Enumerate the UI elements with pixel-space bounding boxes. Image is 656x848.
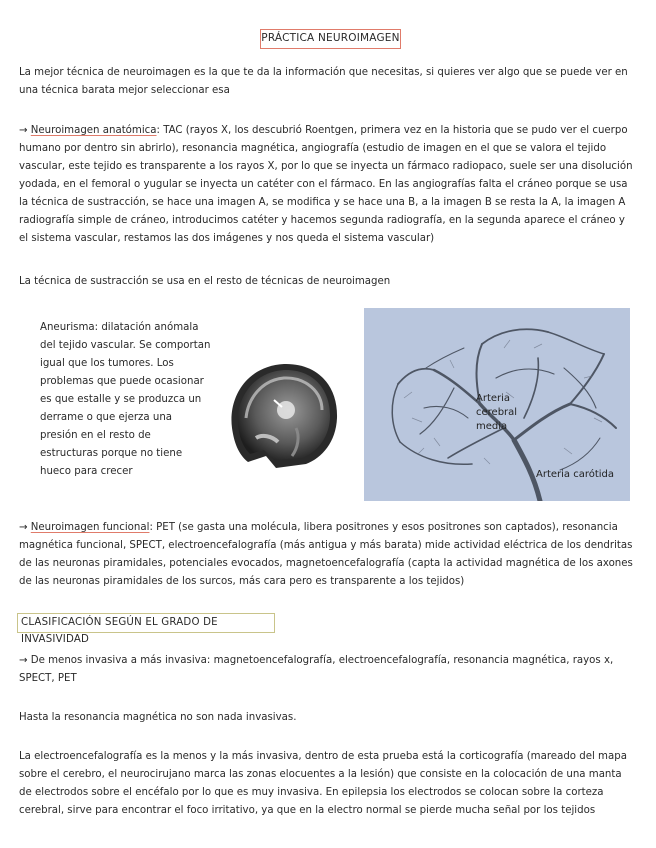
label-arteria-carotida: Arteria carótida xyxy=(536,469,615,480)
hasta-paragraph: Hasta la resonancia magnética no son nada invasivas. xyxy=(19,712,297,723)
electro-paragraph: La electroencefalografía es la menos y la más invasiva, dentro de esta prueba está la corticografía (mareado del mapa sobre el cerebro, el neurocirujano marca las zonas elocuentes a la lesión) que consiste en la colocación de una manta de electrodos sobre el encéfalo por lo que es muy invasiva. En epilepsia los electrodos se colocan sobre la corteza cerebral, sirve para encontrar el foco irritativo, ya que en la electro normal se pierde mucha señal por los tejidos xyxy=(19,751,627,816)
funcional-heading: Neuroimagen funcional xyxy=(30,522,150,533)
label-arteria-cerebral-media: Arteria cerebral media xyxy=(476,393,518,432)
intro-paragraph: La mejor técnica de neuroimagen es la que te da la información que necesitas, si quieres ver algo que se puede ver en una técnica barata mejor seleccionar esa xyxy=(19,67,628,96)
anatomica-heading: Neuroimagen anatómica xyxy=(30,125,157,136)
funcional-paragraph xyxy=(19,519,637,591)
page-title: PRÁCTICA NEUROIMAGEN xyxy=(260,29,401,49)
sustraccion-paragraph: La técnica de sustracción se usa en el resto de técnicas de neuroimagen xyxy=(19,276,391,287)
anatomica-text: : TAC (rayos X, los descubrió Roentgen, primera vez en la historia que se pudo ver el cuerpo humano por dentro sin abrirlo), resonancia magnética, angiografía (estudio de imagen en el que se valora el tejido vascular, este tejido es transparente a los rayos X, por lo que se inyecta un fármaco radiopaco, suele ser una disolución yodada, en el femoral o yugular se inyecta un catéter con el fármaco. En las angiografías falta el cráneo porque se usa la técnica de sustracción, se hace una imagen A, se modifica y se hace una B, a la imagen B se resta la A, la imagen A radiografía simple de cráneo, introducimos catéter y hacemos segunda radiografía, en la segunda aparece el cráneo y el sistema vascular, restamos las dos imágenes y nos queda el sistema vascular) xyxy=(19,125,633,244)
anatomica-paragraph xyxy=(19,122,637,248)
aneurisma-note: Aneurisma: dilatación anómala del tejido vascular. Se comportan igual que los tumores. Los problemas que puede ocasionar es que estalle y se produzca un derrame o que ejerza una presión en el resto de estructuras porque no tiene hueco para crecer xyxy=(40,322,211,477)
funcional-text: : PET (se gasta una molécula, libera positrones y esos positrones son captados), resonancia magnética funcional, SPECT, electroencefalografía (más antigua y más barata) mide actividad eléctrica de los dendritas de las neuronas piramidales, potenciales evocados, magnetoencefalografía (capta la actividad magnética de los axones de las neuronas piramidales de los surcos, más cara pero es transparente a los tejidos) xyxy=(19,522,633,587)
section-heading: CLASIFICACIÓN SEGÚN EL GRADO DE INVASIVIDAD xyxy=(17,613,275,633)
invasiva-paragraph: → De menos invasiva a más invasiva: magnetoencefalografía, electroencefalografía, resonancia magnética, rayos x, SPECT, PET xyxy=(19,655,614,684)
arrow-glyph: → xyxy=(19,522,31,533)
angiography-image xyxy=(364,308,630,501)
skull-xray-image xyxy=(226,358,339,469)
arrow-glyph: → xyxy=(19,125,31,136)
